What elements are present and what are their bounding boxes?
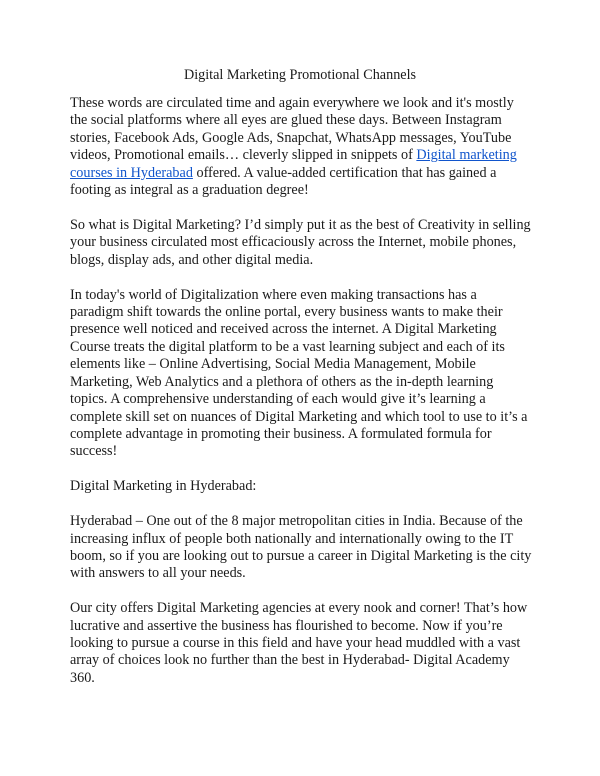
document-title: Digital Marketing Promotional Channels <box>183 67 417 83</box>
paragraph-digitalization: In today's world of Digitalization where even making transactions has a paradigm shift towards the online portal, every business wants to make their presence well noticed and received across the internet. A Digital Marketing Course treats the digital platform to be a vast learning subject and each of its elements like – Online Advertising, Social Media Management, Mobile Marketing, Web Analytics and a plethora of others as the in-depth learning topics. A comprehensive understanding of each would give it’s learning a complete skill set on nuances of Digital Marketing and which tool to use to it’s a complete advantage in promoting their business. A formulated formula for success! <box>70 286 528 460</box>
paragraph-city-offers: Our city offers Digital Marketing agencies at every nook and corner! That’s how lucrative and assertive the business has flourished to become. Now if you’re looking to pursue a course in this field and have your head muddled with a vast array of choices look no further than the best in Hyderabad- Digital Academy 360. <box>70 600 528 686</box>
paragraph-definition: So what is Digital Marketing? I’d simply put it as the best of Creativity in selling your business circulated most efficaciously across the Internet, mobile phones, blogs, display ads, and other digital media. <box>70 216 531 268</box>
paragraph-intro <box>70 95 532 199</box>
paragraph-intro-text-after: offered. A value-added certification that has gained a footing as integral as a graduation degree! <box>70 164 497 199</box>
paragraph-hyderabad: Hyderabad – One out of the 8 major metropolitan cities in India. Because of the increasing influx of people both nationally and internationally owing to the IT boom, so if you are looking out to pursue a career in Digital Marketing is the city with answers to all your needs. <box>70 513 532 582</box>
document-body <box>70 95 532 705</box>
paragraph-intro-text-before: These words are circulated time and again everywhere we look and it's mostly the social platforms where all eyes are glued these days. Between Instagram stories, Facebook Ads, Google Ads, Snapchat, WhatsApp messages, YouTube videos, Promotional emails… cleverly slipped in snippets of <box>70 95 514 164</box>
section-heading-hyderabad: Digital Marketing in Hyderabad: <box>70 478 257 495</box>
digital-marketing-courses-link[interactable]: Digital marketing courses in Hyderabad <box>70 147 517 181</box>
